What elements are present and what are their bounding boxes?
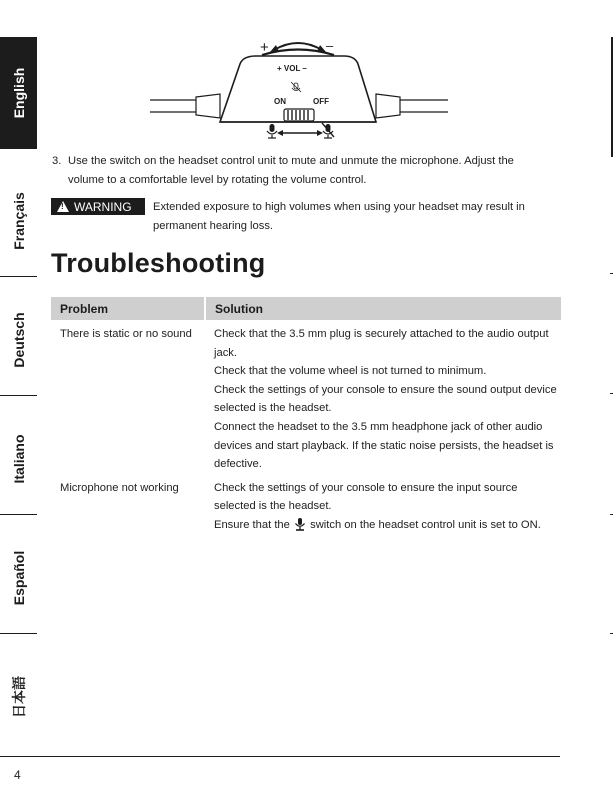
mute-switch: [284, 109, 314, 121]
solution-text-before: Ensure that the: [214, 518, 290, 531]
header-solution: Solution: [205, 297, 561, 320]
tab-francais-label: Français: [10, 191, 27, 250]
section-title: Troubleshooting: [51, 248, 266, 278]
warning-badge-label: WARNING: [74, 199, 132, 214]
strain-relief-right: [376, 94, 400, 118]
mic-on-icon: [267, 124, 277, 138]
solution-line: Connect the headset to the 3.5 mm headphone jack of other audio devices and start playback. If the static noise persists, the headset is defective.: [214, 420, 554, 471]
table-row: [51, 474, 561, 535]
tab-italiano[interactable]: [0, 403, 37, 515]
warning-icon: [57, 201, 69, 212]
mic-switch-icon: [293, 517, 307, 531]
problem-cell: Microphone not working: [60, 481, 179, 494]
solution-text-after: switch on the headset control unit is set to ON.: [310, 518, 541, 531]
tab-english[interactable]: [0, 37, 37, 149]
step-number: 3.: [52, 155, 62, 167]
troubleshooting-table: [51, 297, 561, 535]
step-text: Use the switch on the headset control unit to mute and unmute the microphone. Adjust the volume to a comfortable level by rotating the volume control.: [68, 155, 514, 186]
page-number: 4: [14, 768, 21, 782]
tab-francais[interactable]: [0, 165, 37, 277]
instruction-step: [52, 152, 552, 190]
strain-relief-left: [196, 94, 220, 118]
control-unit-diagram: [148, 36, 448, 140]
solution-cell: [205, 474, 561, 535]
tab-espanol-label: Español: [10, 550, 27, 605]
table-row: [51, 320, 561, 474]
warning-text: Extended exposure to high volumes when using your headset may result in permanent hearing loss.: [153, 201, 525, 232]
solution-line: Check that the volume wheel is not turned to minimum.: [214, 365, 487, 378]
plus-sign: +: [260, 39, 269, 56]
solution-line: Check the settings of your console to ensure the sound output device selected is the headset.: [214, 383, 557, 415]
solution-line: Check the settings of your console to ensure the input source selected is the headset.: [214, 481, 518, 513]
tab-espanol[interactable]: [0, 522, 37, 634]
minus-sign: –: [326, 38, 334, 53]
mic-muted-icon: [322, 123, 334, 138]
tab-deutsch-label: Deutsch: [10, 311, 27, 368]
problem-cell: There is static or no sound: [60, 328, 192, 340]
tab-japanese-label: 日本語: [10, 676, 27, 718]
header-problem: Problem: [51, 297, 205, 320]
switch-direction-arrow: [277, 130, 323, 136]
tab-english-label: English: [10, 67, 27, 119]
table-header-row: [51, 297, 561, 320]
solution-line: Check that the 3.5 mm plug is securely attached to the audio output jack.: [214, 328, 549, 359]
footer-divider: [0, 756, 560, 757]
off-label: OFF: [313, 97, 329, 106]
vol-label: + VOL –: [277, 64, 307, 73]
tab-japanese[interactable]: [0, 641, 37, 753]
tab-italiano-label: Italiano: [10, 433, 27, 484]
on-label: ON: [274, 97, 286, 106]
solution-cell: [205, 320, 561, 474]
solution-line: [214, 516, 561, 535]
tab-deutsch[interactable]: [0, 284, 37, 396]
warning-badge: [51, 198, 145, 215]
